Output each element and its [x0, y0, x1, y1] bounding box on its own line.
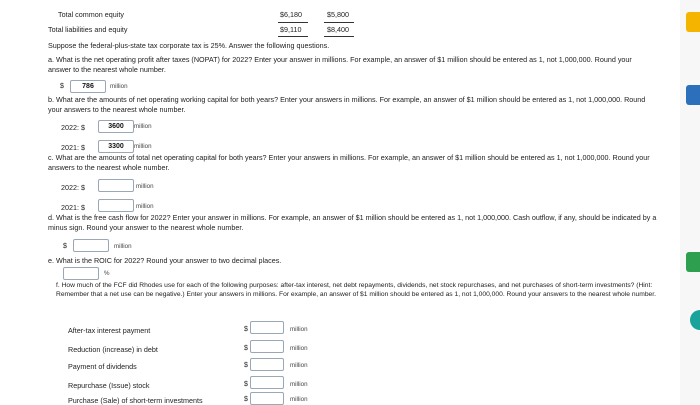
equity-underline-2022 — [278, 22, 308, 23]
question-d-unit: million — [114, 243, 132, 250]
row-total-common-equity-2021: $5,800 — [327, 10, 349, 19]
question-b-2022-unit: million — [134, 123, 152, 130]
question-f-row-label: After-tax interest payment — [68, 326, 151, 335]
row-total-liabilities-2022: $9,110 — [280, 25, 302, 34]
row-total-common-equity-2022: $6,180 — [280, 10, 302, 19]
liab-double-underline-2021 — [324, 36, 354, 37]
question-a-dollar: $ — [60, 83, 64, 90]
question-f-row-unit: million — [290, 381, 308, 388]
equity-underline-2021 — [324, 22, 354, 23]
question-a-nopat-input[interactable]: 786 — [70, 80, 106, 93]
question-f-row-label: Payment of dividends — [68, 362, 137, 371]
question-b-2022-input[interactable]: 3600 — [98, 120, 134, 133]
question-b-2022-label: 2022: $ — [61, 123, 85, 132]
question-b-2021-label: 2021: $ — [61, 143, 85, 152]
question-c-2022-unit: million — [136, 183, 154, 190]
question-c-text: c. What are the amounts of total net operating capital for both years? Enter your answers in millions. For example, an answer of $1 million should be entered as 1, not 1,000,000. Round your answers to the nearest whole number. — [48, 153, 650, 172]
question-d-text: d. What is the free cash flow for 2022? Enter your answer in millions. For example, an answer of $1 million should be entered as 1, not 1,000,000. Cash outflow, if any, should be indicated by a minus sign. Round your answer to the nearest whole number. — [48, 213, 657, 232]
question-f-debt-reduction-input[interactable] — [250, 340, 284, 353]
question-a-text: a. What is the net operating profit after taxes (NOPAT) for 2022? Enter your answer in millions. For example, an answer of $1 million should be entered as 1, not 1,000,000. Round your answer to the nearest whole number. — [48, 55, 632, 74]
row-total-common-equity-label: Total common equity — [58, 10, 124, 19]
question-c-2021-unit: million — [136, 203, 154, 210]
liab-double-underline-2022 — [278, 36, 308, 37]
question-f-row-unit: million — [290, 345, 308, 352]
sidebar-tab-blue[interactable] — [686, 85, 700, 105]
question-e-text: e. What is the ROIC for 2022? Round your answer to two decimal places. — [48, 256, 282, 265]
question-f-dividends-input[interactable] — [250, 358, 284, 371]
question-e-unit: % — [104, 270, 110, 277]
question-f-row-dollar: $ — [244, 362, 248, 369]
sidebar-tab-yellow[interactable] — [686, 12, 700, 32]
question-c-2021-label: 2021: $ — [61, 203, 85, 212]
question-f-row-dollar: $ — [244, 396, 248, 403]
question-f-row-dollar: $ — [244, 326, 248, 333]
question-a-unit: million — [110, 83, 128, 90]
sidebar-tab-green[interactable] — [686, 252, 700, 272]
row-total-liabilities-label: Total liabilities and equity — [48, 25, 128, 34]
question-c-2022-label: 2022: $ — [61, 183, 85, 192]
question-d-dollar: $ — [63, 243, 67, 250]
question-f-after-tax-interest-input[interactable] — [250, 321, 284, 334]
question-f-row-unit: million — [290, 396, 308, 403]
question-b-text: b. What are the amounts of net operating working capital for both years? Enter your answers in millions. For example, an answer of $1 million should be entered as 1, not 1,000,000. Round your answers to the nearest whole number. — [48, 95, 646, 114]
question-b-2021-input[interactable]: 3300 — [98, 140, 134, 153]
question-f-row-unit: million — [290, 362, 308, 369]
question-f-row-label: Reduction (increase) in debt — [68, 345, 158, 354]
question-f-row-dollar: $ — [244, 381, 248, 388]
question-f-row-label: Purchase (Sale) of short-term investments — [68, 396, 203, 405]
question-f-row-dollar: $ — [244, 345, 248, 352]
question-f-repurchase-stock-input[interactable] — [250, 376, 284, 389]
row-total-liabilities-2021: $8,400 — [327, 25, 349, 34]
question-f-short-term-investments-input[interactable] — [250, 392, 284, 405]
question-b-2021-unit: million — [134, 143, 152, 150]
question-d-fcf-input[interactable] — [73, 239, 109, 252]
question-c-2021-input[interactable] — [98, 199, 134, 212]
question-f-text: f. How much of the FCF did Rhodes use for each of the following purposes: after-tax interest, net debt repayments, dividends, net stock repurchases, and net purchases of short-term investments? (Hint: Remember that a net use can be negative.) Enter your answers in millions. For example, an answer of $1 million should be entered as 1, not 1,000,000. Round your answers to the nearest whole number. — [56, 282, 656, 298]
question-f-row-label: Repurchase (Issue) stock — [68, 381, 150, 390]
question-e-roic-input[interactable] — [63, 267, 99, 280]
question-c-2022-input[interactable] — [98, 179, 134, 192]
right-sidebar-rail — [680, 0, 700, 405]
question-f-row-unit: million — [290, 326, 308, 333]
intro-text: Suppose the federal-plus-state tax corporate tax is 25%. Answer the following questions. — [48, 41, 330, 50]
